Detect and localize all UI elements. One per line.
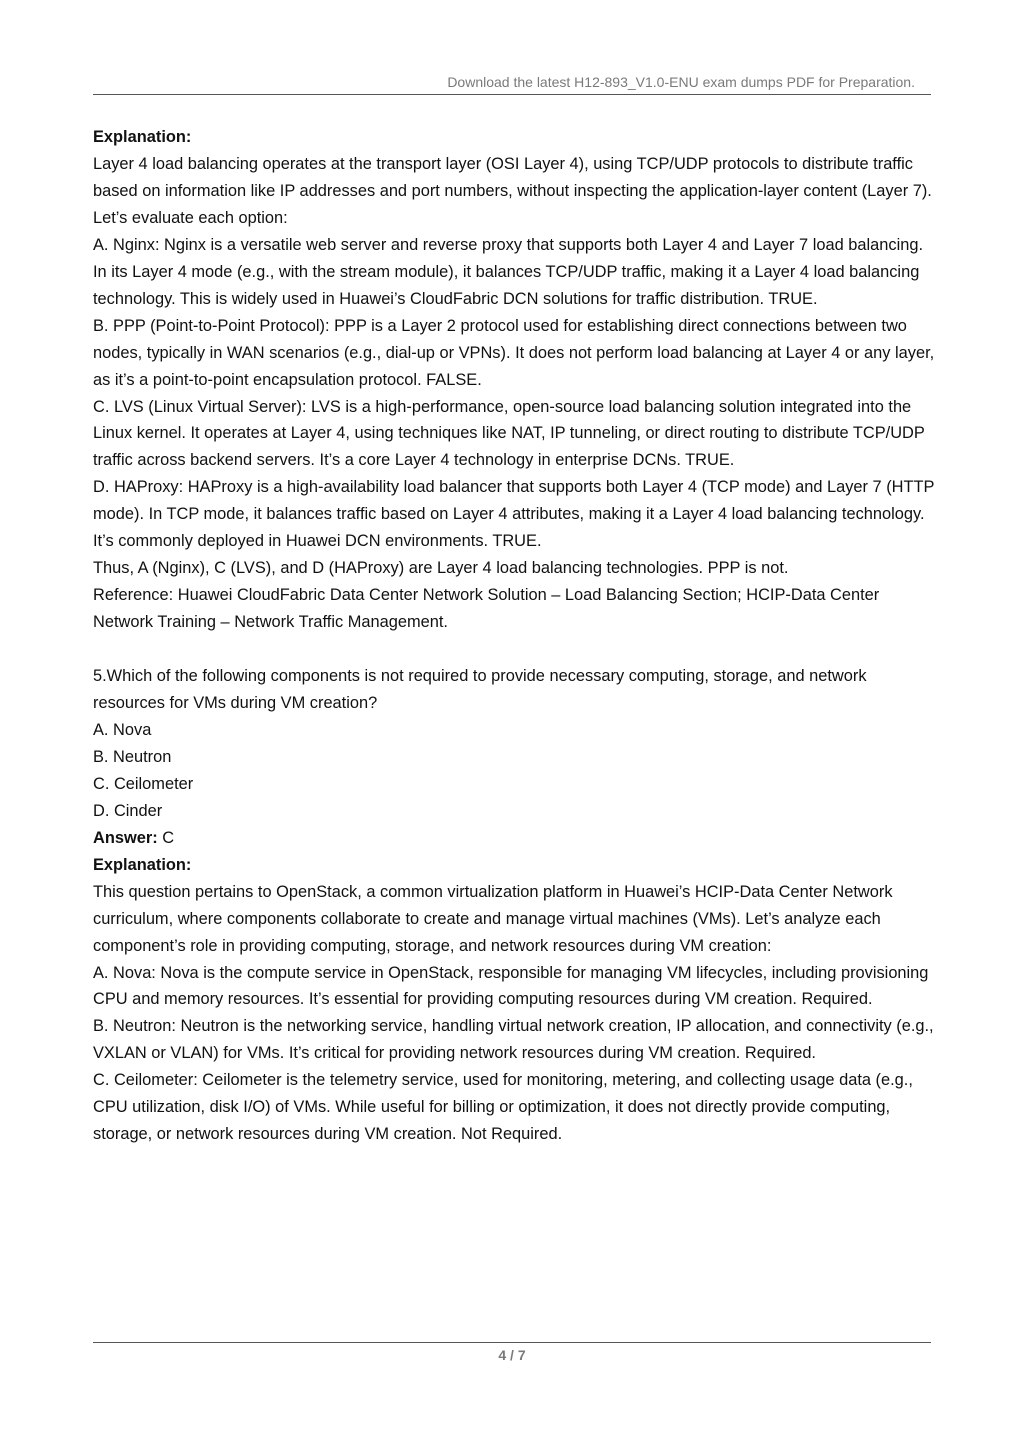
q5-question: 5.Which of the following components is not required to provide necessary computing, storage, and network resources for VMs during VM creation? [93,667,867,712]
q4-option-c-explanation: C. LVS (Linux Virtual Server): LVS is a high-performance, open-source load balancing solution integrated into the Linux kernel. It operates at Layer 4, using techniques like NAT, IP tunneling, or direct routing to distribute TCP/UDP traffic across backend servers. It’s a core Layer 4 technology in enterprise DCNs. TRUE. [93,397,925,470]
q4-reference: Reference: Huawei CloudFabric Data Center Network Solution – Load Balancing Section; HCIP-Data Center Network Training – Network Traffic Management. [93,586,880,632]
page-header [93,72,931,95]
q5-option-b-explanation: B. Neutron: Neutron is the networking service, handling virtual network creation, IP allocation, and connectivity (e.g., VXLAN or VLAN) for VMs. It’s critical for providing network resources during VM creation. Required. [93,1017,934,1063]
q5-option-c: C. Ceilometer [93,774,194,793]
q5-answer [93,825,935,852]
page-content [93,124,935,1148]
q4-conclusion: Thus, A (Nginx), C (LVS), and D (HAProxy) are Layer 4 load balancing technologies. PPP is not. [93,559,789,578]
q4-option-b-explanation: B. PPP (Point-to-Point Protocol): PPP is a Layer 2 protocol used for establishing direct connections between two nodes, typically in WAN scenarios (e.g., dial-up or VPNs). It does not perform load balancing at Layer 4 or any layer, as it’s a point-to-point encapsulation protocol. FALSE. [93,316,935,389]
q5-answer-value: C [157,828,175,847]
q5-option-c-explanation: C. Ceilometer: Ceilometer is the telemetry service, used for monitoring, metering, and collecting usage data (e.g., CPU utilization, disk I/O) of VMs. While useful for billing or optimization, it does not directly provide computing, storage, or network resources during VM creation. Not Required. [93,1071,913,1144]
q4-explanation-intro: Layer 4 load balancing operates at the transport layer (OSI Layer 4), using TCP/UDP protocols to distribute traffic based on information like IP addresses and port numbers, without inspecting the application-layer content (Layer 7). [93,154,932,200]
q5-explanation-intro: This question pertains to OpenStack, a common virtualization platform in Huawei’s HCIP-Data Center Network curriculum, where components collaborate to create and manage virtual machines (VMs). Let’s analyze each component’s role in providing computing, storage, and network resources during VM creation: [93,882,893,955]
q5-option-a-explanation: A. Nova: Nova is the compute service in OpenStack, responsible for managing VM lifecycles, including provisioning CPU and memory resources. It’s essential for providing computing resources during VM creation. Required. [93,963,929,1009]
header-text: Download the latest H12-893_V1.0-ENU exam dumps PDF for Preparation. [447,74,915,90]
section-spacer [93,636,935,663]
page-number: 4 / 7 [498,1347,526,1363]
q4-explanation-label: Explanation: [93,128,192,146]
q4-evaluate-line: Let’s evaluate each option: [93,208,288,227]
q5-option-a: A. Nova [93,720,152,739]
q5-option-b: B. Neutron [93,747,172,766]
q5-explanation-label: Explanation: [93,855,192,874]
q4-option-a-explanation: A. Nginx: Nginx is a versatile web server and reverse proxy that supports both Layer 4 and Layer 7 load balancing. In its Layer 4 mode (e.g., with the stream module), it balances TCP/UDP traffic, making it a Layer 4 load balancing technology. This is widely used in Huawei’s CloudFabric DCN solutions for traffic distribution. TRUE. [93,235,924,308]
q5-option-d: D. Cinder [93,801,163,820]
page-footer [93,1342,931,1363]
q5-answer-label: Answer: [93,828,158,847]
q4-option-d-explanation: D. HAProxy: HAProxy is a high-availability load balancer that supports both Layer 4 (TCP mode) and Layer 7 (HTTP mode). In TCP mode, it balances traffic based on Layer 4 attributes, making it a Layer 4 load balancing technology. It’s commonly deployed in Huawei DCN environments. TRUE. [93,478,935,551]
